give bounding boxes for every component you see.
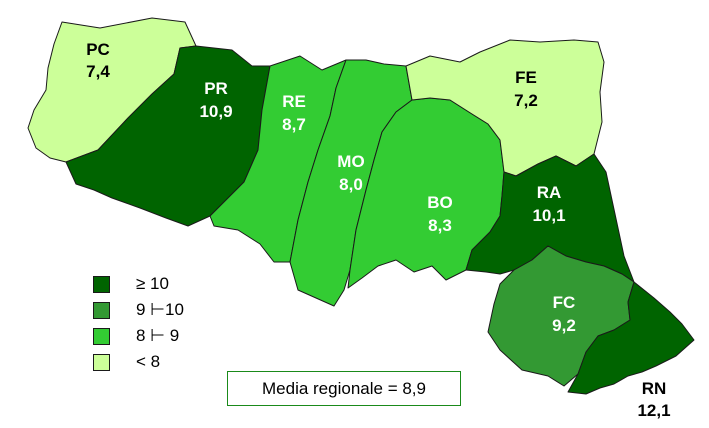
legend-item <box>93 323 184 349</box>
legend-item <box>93 297 184 323</box>
label-pc-code: PC <box>86 40 110 59</box>
legend-label: 9 ⊢10 <box>136 300 184 319</box>
label-pr-code: PR <box>204 79 228 98</box>
label-bo-code: BO <box>427 193 453 212</box>
legend-swatch <box>93 276 110 293</box>
legend-item <box>93 349 184 375</box>
regional-average-text: Media regionale = 8,9 <box>262 378 426 398</box>
label-pr-value: 10,9 <box>199 102 233 121</box>
regional-average-box <box>227 371 461 406</box>
label-fe-value: 7,2 <box>514 91 538 110</box>
label-pc-value: 7,4 <box>86 62 110 81</box>
label-rn-value: 12,1 <box>637 401 671 420</box>
legend-swatch <box>93 328 110 345</box>
legend-label: ≥ 10 <box>136 274 169 293</box>
legend-swatch <box>93 354 110 371</box>
legend-item <box>93 271 184 297</box>
label-bo-value: 8,3 <box>428 216 452 235</box>
legend-swatch <box>93 302 110 319</box>
label-fc-value: 9,2 <box>552 316 576 335</box>
legend-label: 8 ⊢ 9 <box>136 326 180 345</box>
label-ra-code: RA <box>536 183 562 202</box>
label-ra-value: 10,1 <box>532 206 566 225</box>
label-re-code: RE <box>282 92 306 111</box>
label-mo-code: MO <box>337 152 365 171</box>
label-fc-code: FC <box>552 293 576 312</box>
label-rn-code: RN <box>641 379 667 398</box>
legend <box>93 271 184 375</box>
legend-label: < 8 <box>136 352 161 371</box>
label-re-value: 8,7 <box>282 115 306 134</box>
label-mo-value: 8,0 <box>339 175 363 194</box>
label-fe-code: FE <box>515 68 537 87</box>
